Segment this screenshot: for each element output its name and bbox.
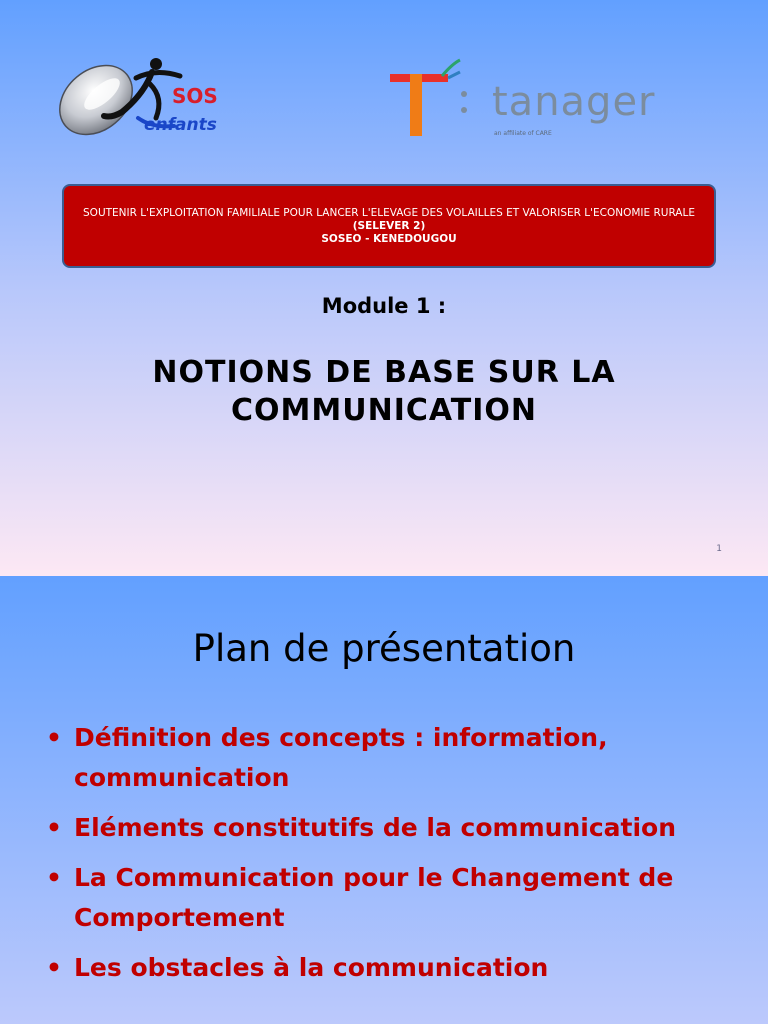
bullet-icon: • [46,723,62,752]
tanager-tagline: an affiliate of CARE [494,130,552,137]
banner-line-2: (SELEVER 2) [352,219,426,232]
banner-line-3: SOSEO - KENEDOUGOU [321,232,457,245]
page-number: 1 [716,544,722,554]
project-banner [62,184,716,268]
tanager-t-icon [386,58,496,142]
module-label: Module 1 : [321,294,447,318]
tanager-logo [386,58,686,142]
enfants-word: enfants [144,115,217,135]
sos-word: SOS [172,84,218,108]
bullet-text: Eléments constitutifs de la communication [74,813,677,842]
list-item [46,948,736,988]
bullet-icon: • [46,953,62,982]
bullet-list [46,718,736,998]
plan-slide [0,576,768,1024]
list-item [46,718,736,798]
sos-enfants-logo [52,54,252,144]
title-line-1: NOTIONS DE BASE SUR LA [152,355,616,390]
bullet-text: Les obstacles à la communication [74,953,549,982]
list-item [46,858,736,938]
bullet-icon: • [46,813,62,842]
bullet-icon: • [46,863,62,892]
plan-title: Plan de présentation [192,627,576,670]
slide-title [84,354,684,430]
banner-line-1: SOUTENIR L'EXPLOITATION FAMILIALE POUR LANCER L'ELEVAGE DES VOLAILLES ET VALORISER L'ECONOMIE RURALE [83,206,695,219]
title-line-2: COMMUNICATION [231,393,537,428]
bullet-text: La Communication pour le Changement de Comportement [74,863,674,932]
list-item [46,808,736,848]
bullet-text: Définition des concepts : information, communication [74,723,608,792]
tanager-word: tanager [492,79,656,125]
